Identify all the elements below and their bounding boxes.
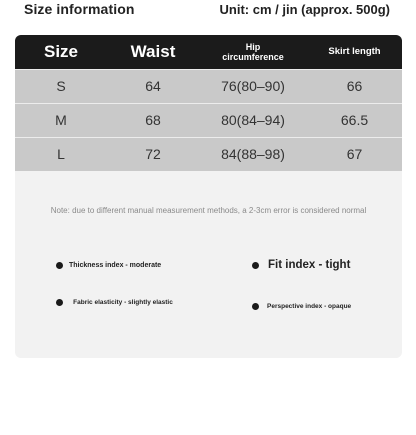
fit-index [252,259,350,271]
thickness-index [56,262,161,269]
table-row [15,103,402,137]
table-row [15,69,402,103]
column-header-skirt-length: Skirt length [328,46,381,58]
cell-waist: 72 [145,146,161,163]
bullet-dot-icon [56,299,63,306]
column-header-waist: Waist [130,41,176,61]
size-table [15,35,402,171]
cell-hip: 80(84–94) [221,112,285,128]
cell-size: S [56,78,66,94]
perspective-index-label: Perspective index - opaque [267,303,352,310]
perspective-index [252,303,351,310]
column-header-size: Size [43,41,79,61]
cell-skirt-length: 66 [346,78,363,94]
bullet-dot-icon [56,262,63,269]
bullet-dot-icon [252,303,259,310]
cell-skirt-length: 66.5 [340,112,369,128]
cell-waist: 64 [145,78,161,94]
column-header-hip-label: Hip circumference [222,41,284,62]
measurement-note: Note: due to different manual measurement methods, a 2-3cm error is considered normal [50,206,367,215]
unit-label: Unit: cm / jin (approx. 500g) [219,2,390,17]
bullet-dot-icon [252,262,259,269]
cell-waist: 68 [145,112,161,128]
thickness-index-label: Thickness index - moderate [69,262,162,269]
cell-hip: 84(88–98) [221,146,285,163]
fit-index-label: Fit index - tight [268,259,351,271]
header [0,0,416,22]
size-card [15,35,402,358]
column-header-hip [199,35,307,69]
cell-hip: 76(80–90) [221,78,285,94]
page-title: Size information [24,1,135,17]
table-row [15,137,402,171]
elasticity-index-label: Fabric elasticity - slightly elastic [73,299,173,306]
cell-size: M [55,112,67,128]
table-header-row [15,35,402,69]
cell-size: L [57,146,65,163]
elasticity-index [56,299,183,306]
cell-skirt-length: 67 [346,146,363,163]
